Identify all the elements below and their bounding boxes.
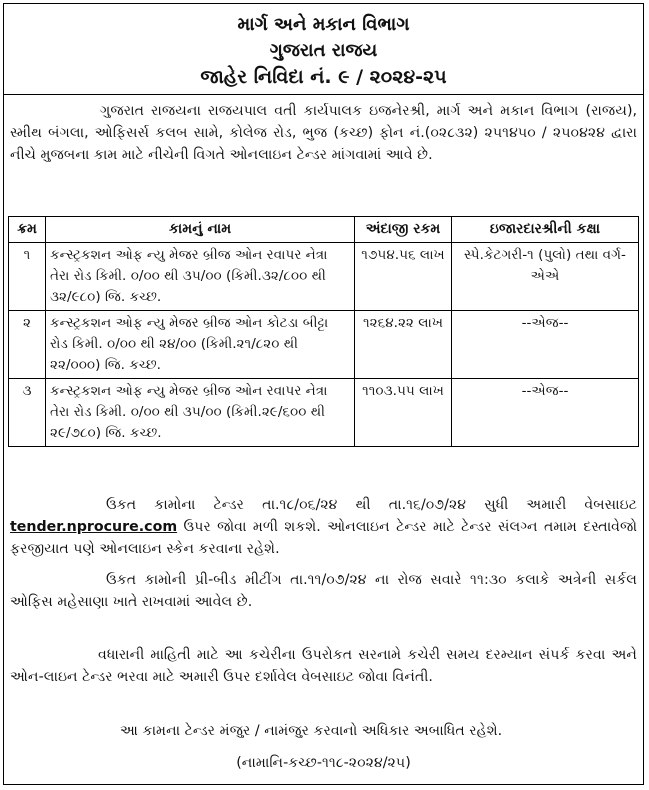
row-work-name: કન્સ્ટ્રકશન ઓફ ન્યુ મેજર બ્રીજ ઓન કોટડા બીટ્ટા રોડ કિમી. ૦/૦૦ થી ૨૪/૦૦ (કિમી.૨૧/૮૨૦ થી ૨૨/૦૦૦) જિ. કચ્છ. [46,311,355,379]
header-work-name: કામનું નામ [46,217,355,243]
works-table [8,216,639,447]
tender-dates-paragraph [10,494,637,560]
row-amount: ૧૧૦૩.૫૫ લાખ [355,379,452,447]
row-num: ૧ [9,243,46,311]
header-num: ક્રમ [9,217,46,243]
notice-number-title: જાહેર નિવિદા નં. ૯ / ૨૦૨૪-૨૫ [200,66,447,88]
header-amount: અંદાજી રકમ [355,217,452,243]
rights-paragraph: આ કામના ટેન્ડર મંજુર / નામંજુર કરવાનો અધિકાર અબાધિત રહેશે. [120,723,503,739]
table-row [9,379,639,447]
row-class: --એજ-- [452,379,639,447]
row-class: સ્પે.કેટગરી-૧ (પુલો) તથા વર્ગ-એએ [452,243,639,311]
row-class: --એજ-- [452,311,639,379]
row-work-name: કન્સ્ટ્રકશન ઓફ ન્યુ મેજર બ્રીજ ઓન રવાપર નેત્રા તેરા રોડ કિમી. ૦/૦૦ થી ૩૫/૦૦ (કિમી.૩૨/૮૦૦ થી ૩૨/૯૮૦) જિ. કચ્છ. [46,243,355,311]
state-title: ગુજરાત રાજય [269,40,378,61]
header-class: ઇજારદારશ્રીની કક્ષા [452,217,639,243]
table-row [9,243,639,311]
para1-text-before: ઉકત કામોના ટેન્ડર તા.૧૮/૦૬/૨૪ થી તા.૧૬/૦૭/૨૪ સુધી અમારી વેબસાઇટ [106,497,637,513]
website-link[interactable]: tender.nprocure.com [10,519,178,535]
department-title: માર્ગ અને મકાન વિભાગ [237,14,410,35]
table-row [9,311,639,379]
notice-header [4,4,643,95]
notice-code: (નામાનિ-કચ્છ-૧૧૮-૨૦૨૪/૨૫) [236,755,411,771]
para1-text-after: ઉપર જોવા મળી શકશે. ઓનલાઇન ટેન્ડર માટે ટેન્ડર સંલગ્ન તમામ દસ્તાવેજો ફરજીયાત પણે ઓનલાઇન સ્કેન કરવાના રહેશે. [10,519,637,557]
pre-bid-paragraph: ઉકત કામોની પ્રી-બીડ મીટીંગ તા.૧૧/૦૭/૨૪ ના રોજ સવારે ૧૧:૩૦ કલાકે અત્રેની સર્કલ ઓફિસ મહેસાણા ખાતે રાખવામાં આવેલ છે. [10,572,637,610]
row-amount: ૧૭૫૪.૫૬ લાખ [355,243,452,311]
row-num: ૩ [9,379,46,447]
row-num: ૨ [9,311,46,379]
table-header-row [9,217,639,243]
tender-notice [3,3,644,785]
row-amount: ૧૨૬૪.૨૨ લાખ [355,311,452,379]
contact-paragraph: વધારાની માહિતી માટે આ કચેરીના ઉપરોકત સરનામે કચેરી સમય દરમ્યાન સંપર્ક કરવા અને ઓન-લાઇન ટેન્ડર ભરવા માટે અમારી ઉપર દર્શાવેલ વેબસાઇટ જોવા વિનંતી. [10,647,637,685]
row-work-name: કન્સ્ટ્રકશન ઓફ ન્યુ મેજર બ્રીજ ઓન રવાપર નેત્રા તેરા રોડ કિમી. ૦/૦૦ થી ૩૫/૦૦ (કિમી.૨૯/૬૦૦ થી ૨૯/૭૮૦) જિ. કચ્છ. [46,379,355,447]
intro-paragraph: ગુજરાત રાજયના રાજયપાલ વતી કાર્યપાલક ઇજનેરશ્રી, માર્ગ અને મકાન વિભાગ (રાજય), સ્મીથ બંગલા, ઓફિસર્સ કલબ સામે, કોલેજ રોડ, ભુજ (કચ્છ) ફોન નં.(૦૨૮૩૨) ૨૫૧૪૫૦ / ૨૫૦૪૨૪ દ્વારા નીચે મુજબના કામ માટે નીચેની વિગતે ઓનલાઇન ટેન્ડર માંગવામાં આવે છે. [10,103,637,163]
